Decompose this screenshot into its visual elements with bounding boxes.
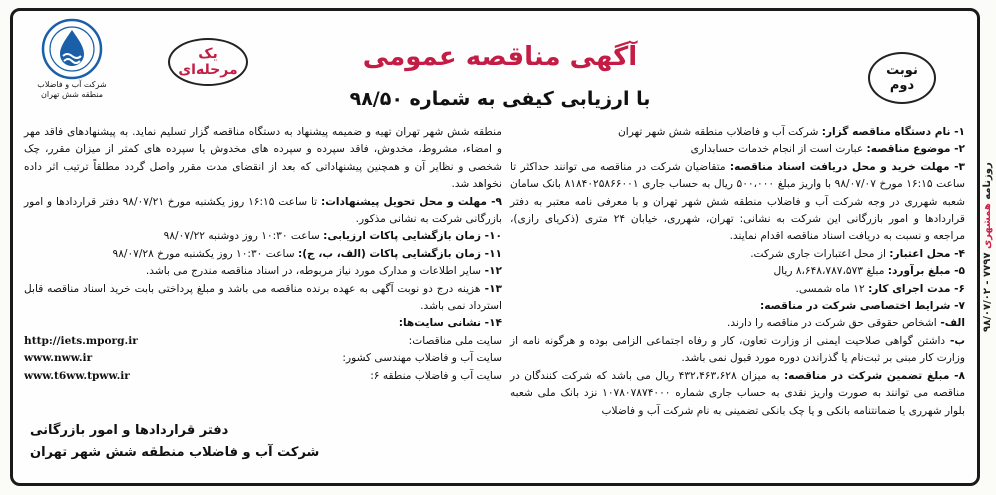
clause-label: ب- [945, 334, 965, 347]
clause-text: اشخاص حقوقی حق شرکت در مناقصه را دارند. [727, 317, 937, 330]
clause-label: ۱- نام دستگاه مناقصه گزار: [821, 126, 965, 138]
site-name: سایت آب و فاضلاب منطقه ۶: [370, 369, 502, 382]
clause-paragraph [24, 281, 502, 316]
logo-caption-line2: منطقه شش تهران [40, 90, 103, 99]
clause-label: ۸- مبلغ تضمین شرکت در مناقصه: [783, 369, 966, 382]
clause-label: ۱۲- [480, 265, 502, 278]
site-row [24, 350, 502, 367]
strip-brand: همشهری [982, 203, 993, 249]
site-name: سایت ملی مناقصات: [408, 334, 502, 347]
clause-label: ۹- مهلت و محل تحویل پیشنهادات: [320, 195, 502, 208]
clause-text: از محل اعتبارات جاری شرکت. [750, 247, 890, 260]
clause-paragraph [24, 263, 502, 280]
site-url-link[interactable]: www.nww.ir [24, 352, 93, 365]
issuer-office: دفتر قراردادها و امور بازرگانی [30, 423, 229, 438]
clause-text: شرکت آب و فاضلاب منطقه شش شهر تهران [617, 126, 822, 138]
clause-paragraph [510, 141, 965, 158]
clause-paragraph [510, 159, 965, 246]
site-url-link[interactable]: http://iets.mporg.ir [24, 334, 138, 347]
clause-label: ۱۰- زمان بازگشایی پاکات ارزیابی: [323, 230, 502, 243]
clause-label: ۱۳- [480, 282, 502, 295]
right-column [510, 124, 965, 420]
clause-label: ۵- مبلغ برآورد: [887, 265, 965, 278]
strip-prefix: روزنامه [982, 162, 993, 200]
clause-text: ساعت ۱۰:۳۰ روز دوشنبه ۹۸/۰۷/۲۲ [163, 230, 324, 243]
clause-text: ۱۲ ماه شمسی. [795, 282, 869, 295]
clause-paragraph [24, 315, 502, 332]
clause-label: ۳- مهلت خرید و محل دریافت اسناد مناقصه: [729, 160, 965, 173]
clause-paragraph [24, 228, 502, 245]
clause-text: به میزان ۴۳۲،۴۶۳،۶۲۸ ریال می باشد که شرکت کنندگان در مناقصه می توانند به صورت واریز نقدی به حساب جاری شماره ۱۰۷۸۰۷۸۷۴۰۰۰ نزد بانک ملی شعبه بلوار شهرری یا ضمانتنامه بانکی و یا چک بانکی تضمینی به نام شرکت آب و فاضلاب [510, 369, 965, 417]
site-row [24, 368, 502, 385]
logo-caption-line1: شرکت آب و فاضلاب [37, 80, 107, 89]
clause-label: الف- [936, 317, 965, 330]
clause-paragraph [510, 368, 965, 420]
clause-paragraph [510, 124, 965, 141]
strip-issue: ۷۷۹۷ - ۹۸/۰۷/۰۲ [982, 252, 993, 332]
clause-text: هزینه درج دو نوبت آگهی به عهده برنده مناقصه می باشد و مبلغ پرداختی بابت خرید اسناد مناقصه قابل استرداد نمی باشد. [24, 282, 502, 313]
clause-paragraph [510, 298, 965, 315]
newspaper-strip [982, 8, 996, 486]
issuer-signature [30, 420, 410, 464]
site-url-link[interactable]: www.t6ww.tpww.ir [24, 369, 130, 382]
clause-paragraph [510, 315, 965, 332]
clause-paragraph [510, 263, 965, 280]
left-column [24, 124, 502, 385]
clause-text: مبلغ ۸،۶۴۸،۷۸۷،۵۷۳ ریال [773, 265, 888, 278]
clause-label: ۲- موضوع مناقصه: [866, 143, 965, 156]
water-drop-logo-icon [41, 18, 103, 80]
ad-title: آگهی مناقصه عمومی [362, 42, 638, 72]
turn-badge [868, 52, 936, 104]
clause-text: تا ساعت ۱۶:۱۵ روز یکشنبه مورخ ۹۸/۰۷/۲۱ دفتر قراردادها و امور بازرگانی شرکت به نشانی مذکور. [24, 195, 502, 226]
site-name: سایت آب و فاضلاب مهندسی کشور: [342, 352, 502, 365]
clause-paragraph [510, 246, 965, 263]
clause-label: ۱۴- نشانی سایت‌ها: [398, 317, 502, 330]
clause-text: داشتن گواهی صلاحیت ایمنی از وزارت تعاون، کار و رفاه اجتماعی الزامی بوده و هرگونه نامه از وزارت کار مبنی بر ثبت‌نام یا گذراندن دوره مورد قبول نمی باشد. [510, 334, 965, 365]
clause-text: منطقه شش شهر تهران تهیه و ضمیمه پیشنهاد به دستگاه مناقصه گزار تسلیم نماید. به پیشنهادهای فاقد مهر و امضاء، مشروط، مخدوش، فاقد سپرده و سپرده های مخدوش یا سپرده های کمتر از میزان مقرر، چک شخصی و نظایر آن و همچنین پیشنهاداتی که بعد از انقضای مدت مقرر واصل گردد مطلقاً ترتیب اثر داده نخواهد شد. [24, 126, 502, 191]
clause-paragraph [510, 333, 965, 368]
clause-label: ۱۱- زمان بازگشایی پاکات (الف، ب، ج): [297, 247, 502, 260]
clause-paragraph [510, 281, 965, 298]
site-row [24, 333, 502, 350]
clause-text: ساعت ۱۰:۳۰ روز یکشنبه مورخ ۹۸/۰۷/۲۸ [112, 247, 298, 260]
clause-paragraph [24, 246, 502, 263]
company-logo [30, 18, 114, 100]
clause-text: متقاضیان شرکت در مناقصه می توانند حداکثر تا ساعت ۱۶:۱۵ مورخ ۹۸/۰۷/۰۷ با واریز مبلغ ۵۰۰،۰۰۰ ریال به حساب جاری ۸۱۸۴۰۲۵۸۶۶۰۰۱ بانک سامان شعبه شهرری در وجه شرکت آب و فاضلاب منطقه شش شهر تهران و با معرفی نامه معتبر به دفتر قراردادها و امور بازرگانی این شرکت به نشانی: تهران، شهرری، خیابان ۲۴ متری (ذکریای رازی)، مراجعه و نسبت به دریافت اسناد مناقصه اقدام نمایند. [510, 160, 965, 243]
stage-badge: یک مرحله‌ای [168, 38, 248, 86]
turn-badge-line1: نوبت [886, 63, 918, 78]
clause-text: عبارت است از انجام خدمات حسابداری [690, 143, 867, 156]
sites-list [24, 333, 502, 385]
clause-label: ۴- محل اعتبار: [889, 247, 965, 260]
issuer-company: شرکت آب و فاضلاب منطقه شش شهر تهران [30, 445, 320, 460]
clause-label: ۷- شرایط اختصاصی شرکت در مناقصه: [759, 300, 965, 313]
clause-text: سایر اطلاعات و مدارک مورد نیاز مربوطه، در اسناد مناقصه مندرج می باشد. [145, 265, 481, 278]
clause-paragraph [24, 124, 502, 194]
clause-paragraph [24, 194, 502, 229]
clause-label: ۶- مدت اجرای کار: [868, 282, 965, 295]
turn-badge-line2: دوم [889, 78, 915, 93]
ad-subtitle: با ارزیابی کیفی به شماره ۹۸/۵۰ [349, 88, 651, 110]
